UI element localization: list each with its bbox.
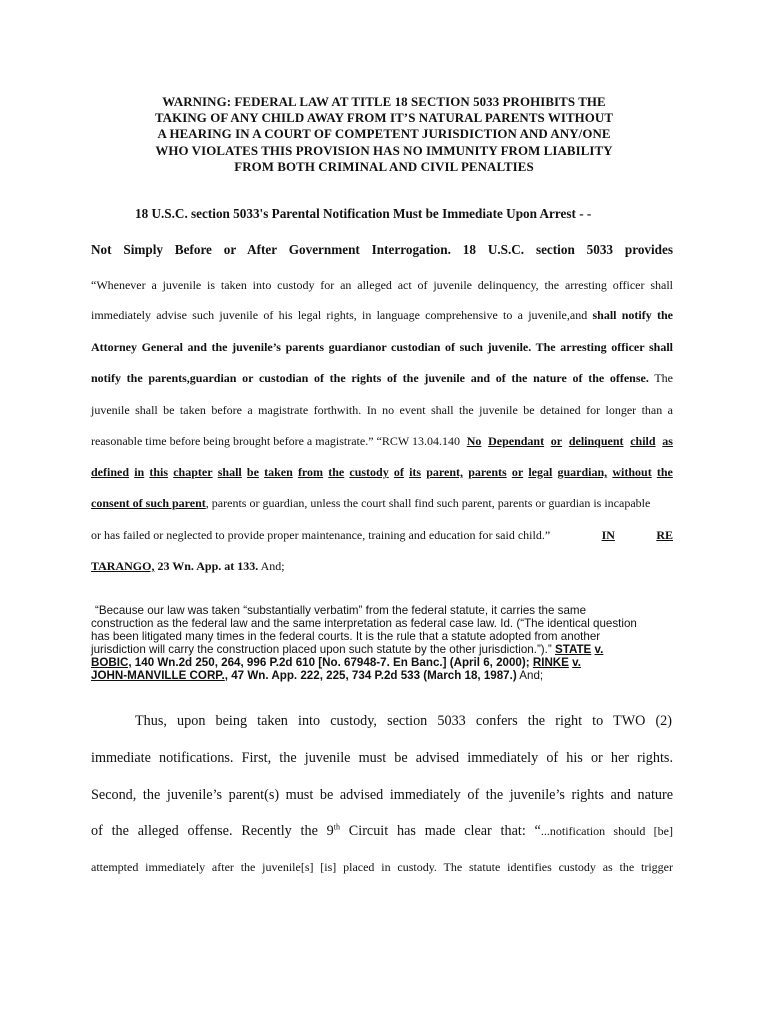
underlined-word: the [656,465,673,479]
quote-line-7 [91,465,673,480]
block-quote-line [91,656,673,669]
body-line-3: Second, the juvenile’s parent(s) must be advised immediately of the juvenile’s rights and nature [91,787,673,803]
quote-line-2 [91,308,673,323]
body-line-5: attempted immediately after the juvenile[s] [is] placed in custody. The statute identifies custody as the trigger [91,860,673,874]
block-quote-text: And; [516,669,544,682]
underlined-word: of [393,465,404,479]
underlined-word: Dependant [488,434,545,448]
block-quote-line [91,669,673,682]
case-versus: v. [572,656,581,669]
underlined-word: from [297,465,324,479]
warning-line: A HEARING IN A COURT OF COMPETENT JURISDICTION AND ANY/ONE [157,127,611,142]
quote-line-3: Attorney General and the juvenile’s parents guardianor custodian of such juvenile. The arresting officer shall [91,340,673,354]
heading-line-2: Not Simply Before or After Government Interrogation. 18 U.S.C. section 5033 provides [91,242,673,257]
citation: 140 Wn.2d 250, 264, 996 P.2d 610 [No. 67948-7. En Banc.] (April 6, 2000); [131,656,530,669]
underlined-word: guardian, [557,465,608,479]
case-name-in: IN [601,528,615,542]
warning-line: FROM BOTH CRIMINAL AND CIVIL PENALTIES [234,159,534,174]
case-name: BOBIC, [91,656,132,669]
quote-text: And; [258,559,285,573]
warning-title [96,94,672,175]
superscript: th [333,822,340,832]
underlined-word: defined [91,465,130,479]
underlined-word: legal [528,465,553,479]
underlined-word: chapter [173,465,213,479]
quote-line-6 [91,434,673,449]
case-name: STATE [554,643,592,656]
underlined-word: this [149,465,169,479]
underlined-word: or [550,434,563,448]
warning-line: WHO VIOLATES THIS PROVISION HAS NO IMMUNITY FROM LIABILITY [155,143,613,158]
quote-line-9 [91,528,673,543]
underlined-word: child [630,434,656,448]
body-line-2: immediate notifications. First, the juvenile must be advised immediately of his or her rights. [91,750,673,766]
case-name: RINKE [532,656,569,669]
quote-line-1: “Whenever a juvenile is taken into custody for an alleged act of juvenile delinquency, the arresting officer shall [91,278,673,292]
underlined-word: delinquent [568,434,624,448]
underlined-word: the [328,465,345,479]
quote-bold: notify the parents,guardian or custodian of the rights of the juvenile and of the nature of the offense. [91,371,649,385]
block-quote-line: construction as the federal law and the same interpretation as federal case law. Id. (“The identical question [91,617,637,630]
underlined-phrase: consent of such parent [91,496,206,510]
quote-bold: shall notify the [592,308,673,322]
quote-line-4 [91,371,673,386]
citation: , 47 Wn. App. 222, 225, 734 P.2d 533 (March 18, 1987.) [224,669,517,682]
body-text: Circuit has made clear that: “ [340,823,541,839]
body-line-1: Thus, upon being taken into custody, section 5033 confers the right to TWO (2) [135,713,672,729]
heading-line-1: 18 U.S.C. section 5033's Parental Notification Must be Immediate Upon Arrest - - [135,206,592,221]
body-line-4 [91,823,673,840]
block-quote-line [91,643,673,656]
body-text: of the alleged offense. Recently the 9 [91,823,334,839]
warning-line: WARNING: FEDERAL LAW AT TITLE 18 SECTION 5033 PROHIBITS THE [162,95,606,109]
underlined-word: parents [468,465,507,479]
underlined-word: in [134,465,145,479]
underlined-word: custody [349,465,389,479]
underlined-word: parent, [426,465,464,479]
underlined-word: No [466,434,482,448]
case-name: TARANGO, [91,559,155,573]
quote-line-10 [91,559,673,574]
underlined-word: as [662,434,673,448]
quote-text: immediately advise such juvenile of his legal rights, in language comprehensive to a juvenile,and [91,308,593,322]
citation: 23 Wn. App. at 133. [154,559,259,573]
body-quote: ...notification should [be] [540,824,673,838]
underlined-word: or [511,465,524,479]
block-quote-line: has been litigated many times in the federal courts. It is the rule that a statute adopted from another [91,630,601,643]
quote-text: , parents or guardian, unless the court shall find such parent, parents or guardian is incapable [205,496,651,510]
block-quote [91,604,673,682]
block-quote-line: “Because our law was taken “substantially verbatim” from the federal statute, it carries the same [95,604,587,617]
warning-line: TAKING OF ANY CHILD AWAY FROM IT’S NATURAL PARENTS WITHOUT [154,111,614,126]
case-versus: v. [594,643,604,656]
underlined-word: without [612,465,652,479]
quote-text: or has failed or neglected to provide proper maintenance, training and education for said child.” [91,528,551,542]
case-name-re: RE [656,528,673,542]
quote-text: The [654,371,673,385]
underlined-word: shall [217,465,242,479]
quote-text: reasonable time before being brought before a magistrate.” “RCW 13.04.140 [91,434,460,448]
block-quote-text: jurisdiction will carry the construction placed upon such statute by the other jurisdiction.”).” [91,643,552,656]
quote-line-8 [91,496,673,511]
underlined-word: its [409,465,422,479]
case-name: JOHN-MANVILLE CORP. [91,669,225,682]
underlined-word: taken [264,465,293,479]
underlined-word: be [246,465,259,479]
quote-line-5: juvenile shall be taken before a magistrate forthwith. In no event shall the juvenile be detained for longer than a [91,403,673,417]
